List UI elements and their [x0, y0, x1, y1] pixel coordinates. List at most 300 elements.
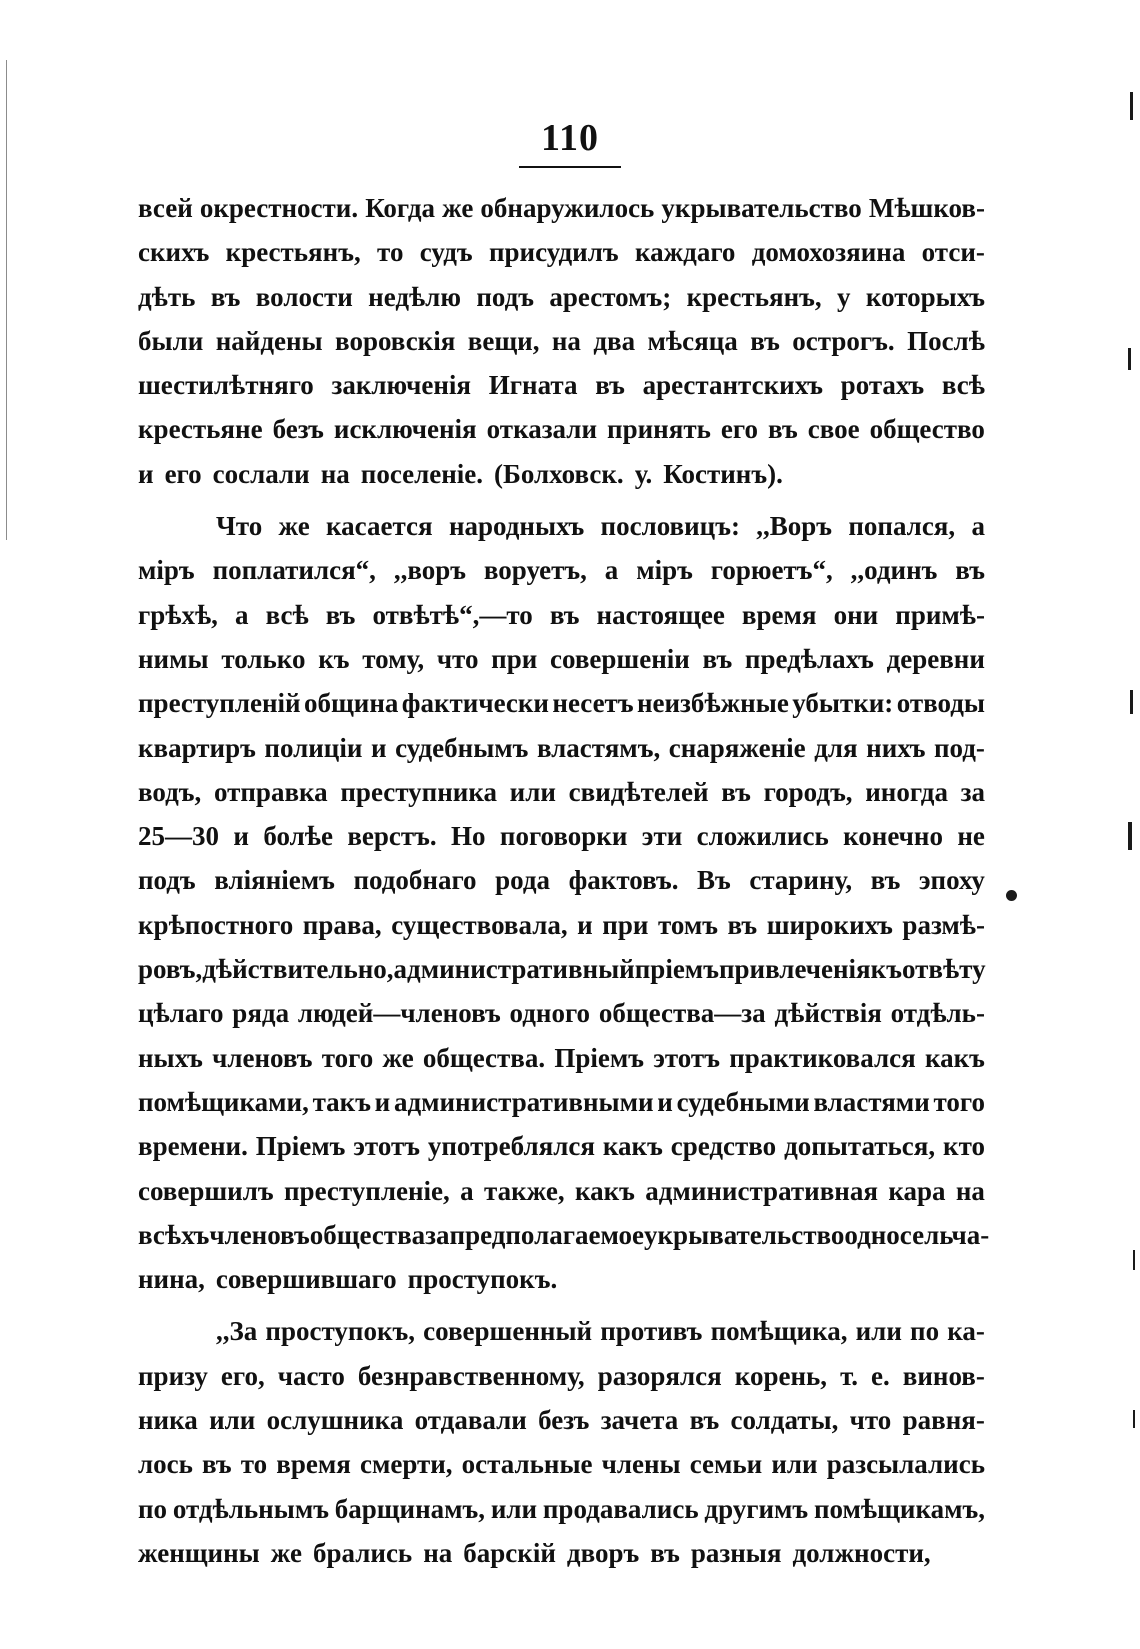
page-header [0, 118, 1140, 168]
text-line [138, 770, 985, 814]
text-line [138, 1257, 985, 1301]
word: и [370, 732, 387, 763]
word: вліяніемъ [214, 865, 335, 896]
word: заключенія [331, 370, 472, 401]
word: и [374, 1086, 391, 1117]
body-text [138, 186, 990, 1575]
word: преступленій [138, 688, 301, 719]
word: также, [483, 1175, 565, 1206]
text-line [138, 186, 985, 230]
word: или [490, 1493, 538, 1524]
word: по [138, 1493, 168, 1524]
word: того [933, 1086, 985, 1117]
word: нихъ [866, 732, 926, 763]
word: община [303, 688, 399, 719]
word: винов- [902, 1360, 985, 1391]
word: каждаго [634, 237, 736, 268]
word: ника [138, 1405, 198, 1436]
word: или [509, 776, 556, 807]
word: т. [840, 1360, 859, 1391]
word: дѣйствительно, [202, 954, 394, 985]
word: на [551, 325, 581, 356]
word: въ [727, 909, 758, 940]
word: въ [702, 643, 733, 674]
text-line [138, 230, 985, 274]
word: свое [807, 414, 860, 445]
text-line [138, 275, 985, 319]
word: или [855, 1316, 902, 1347]
word: а [971, 511, 985, 542]
right-margin-mark [1130, 690, 1133, 714]
word: всѣхъ [138, 1219, 210, 1250]
word: судебными [676, 1086, 810, 1117]
text-line [138, 858, 985, 902]
word: свидѣтелей [568, 776, 709, 807]
word: что [849, 1405, 892, 1436]
word: 25—30 [138, 821, 219, 852]
word: домохозяина [751, 237, 906, 268]
text-line [138, 1036, 985, 1080]
word: примѣ- [895, 599, 985, 630]
text-line [138, 319, 985, 363]
word: мѣсяца [647, 325, 738, 356]
word: и [577, 909, 593, 940]
text-line [138, 1398, 985, 1442]
word: административными [393, 1086, 654, 1117]
word: воровскія [335, 325, 456, 356]
word: этотъ [353, 1131, 420, 1162]
word: права, [302, 909, 382, 940]
word: всѣ [941, 370, 985, 401]
word: скихъ [138, 237, 210, 268]
word: народныхъ [448, 511, 585, 542]
word: одного [509, 998, 591, 1029]
word: семьи [689, 1449, 763, 1480]
word: несетъ [552, 688, 634, 719]
word: исключенія [333, 414, 477, 445]
word: часто [277, 1360, 345, 1391]
word: въ [955, 555, 985, 586]
word: фактовъ. [568, 865, 679, 896]
word: для [814, 732, 858, 763]
text-line [138, 1213, 990, 1257]
word: волости [255, 281, 353, 312]
word: проступокъ. [407, 1264, 558, 1295]
word: время [741, 599, 817, 630]
word: ,,За [216, 1316, 258, 1347]
text-line [138, 1169, 985, 1213]
word: при [602, 909, 649, 940]
word: то [240, 1449, 268, 1480]
word: въ [325, 599, 356, 630]
word: разсылались [826, 1449, 985, 1480]
word: (Болховск. [494, 458, 624, 489]
word: размѣ- [902, 909, 985, 940]
word: поплатился“, [212, 555, 376, 586]
word: нимы [138, 643, 209, 674]
word: деревни [886, 643, 985, 674]
word: отси- [921, 237, 985, 268]
word: въ [549, 599, 580, 630]
word: отказали [486, 414, 598, 445]
word: нина, [138, 1264, 205, 1295]
word: были [138, 325, 204, 356]
text-line [138, 1531, 985, 1575]
word: общества—за [598, 998, 766, 1029]
word: въ [650, 1537, 680, 1568]
word: городъ, [763, 776, 853, 807]
text-line [138, 947, 985, 991]
word: же [278, 511, 310, 542]
text-line [138, 407, 985, 451]
word: Послѣ [907, 325, 985, 356]
word: обнаружилось [480, 193, 655, 223]
word: властямъ, [536, 732, 661, 763]
word: барщинамъ, [334, 1493, 486, 1524]
word: крѣпостного [138, 909, 294, 940]
word: острогъ. [792, 325, 895, 356]
word: сослали [212, 458, 310, 489]
word: остальные [461, 1449, 593, 1480]
word: средство [670, 1131, 777, 1162]
word: общества. [422, 1042, 546, 1073]
word: предполагаемое [449, 1219, 644, 1250]
word: попался, [848, 511, 956, 542]
word: дѣть [138, 281, 196, 312]
word: два [593, 325, 636, 356]
word: не [957, 821, 985, 852]
word: въ [595, 370, 625, 401]
word: въ [210, 281, 241, 312]
word: въ [768, 414, 798, 445]
text-line [138, 1354, 985, 1398]
word: а [604, 555, 619, 586]
word: отдѣльнымъ [172, 1493, 329, 1524]
word: укрывательство [644, 1219, 845, 1250]
word: неизбѣжные [636, 688, 789, 719]
word: какъ [602, 1131, 663, 1162]
word: при [491, 643, 538, 674]
word: что [436, 643, 479, 674]
word: водъ, [138, 776, 202, 807]
word: а [460, 1175, 474, 1206]
word: властями [813, 1086, 930, 1117]
word: существовала, [391, 909, 568, 940]
word: людей—членовъ [297, 998, 501, 1029]
paragraph [138, 504, 990, 1301]
word: безнравственному, [357, 1360, 585, 1391]
word: продавались [542, 1493, 699, 1524]
text-line [138, 1080, 985, 1124]
word: рода [495, 865, 551, 896]
word: Когда [365, 193, 436, 223]
word: къ [870, 954, 902, 985]
word: кто [943, 1131, 985, 1162]
right-margin-mark [1133, 1250, 1135, 1270]
word: въ [870, 865, 901, 896]
word: принять [607, 414, 711, 445]
word: членовъ [209, 1219, 310, 1250]
word: судебнымъ [395, 732, 529, 763]
word: такъ [312, 1086, 371, 1117]
word: под- [934, 732, 985, 763]
text-line [138, 726, 985, 770]
word: снаряженіе [668, 732, 806, 763]
word: административная [645, 1175, 878, 1206]
word: какъ [924, 1042, 985, 1073]
text-line [138, 1487, 985, 1531]
word: на [423, 1537, 453, 1568]
word: Что [216, 511, 263, 542]
word: пословицъ: [600, 511, 740, 542]
word: противъ [600, 1316, 703, 1347]
word: отдавали [414, 1405, 527, 1436]
word: ка- [947, 1316, 985, 1347]
word: его [164, 458, 202, 489]
word: практиковался [729, 1042, 916, 1073]
word: у [837, 281, 851, 312]
word: употреблялся [427, 1131, 595, 1162]
word: преступника [340, 776, 497, 807]
word: его, [220, 1360, 265, 1391]
right-margin-dot [1006, 890, 1017, 901]
word: горюетъ“, [710, 555, 833, 586]
word: Пріемъ [554, 1042, 644, 1073]
word: поселеніе. [360, 458, 484, 489]
paragraph [138, 1309, 985, 1575]
word: Но [451, 821, 486, 852]
word: вещи, [467, 325, 540, 356]
word: е. [871, 1360, 890, 1391]
word: они [833, 599, 879, 630]
word: конечно [843, 821, 943, 852]
word: его [720, 414, 758, 445]
word: призу [138, 1360, 208, 1391]
right-margin-mark [1128, 348, 1131, 370]
word: подъ [138, 865, 196, 896]
word: безъ [272, 414, 324, 445]
word: лось [138, 1449, 193, 1480]
word: укрывательство [661, 193, 862, 223]
word: разныя [690, 1537, 782, 1568]
page-number: 110 [541, 117, 599, 159]
word: административный [393, 954, 635, 985]
text-line [138, 1124, 985, 1168]
word: всѣ [265, 599, 309, 630]
word: старину, [749, 865, 853, 896]
word: помѣщика, [710, 1316, 848, 1347]
paragraph [138, 186, 985, 496]
word: окрестности. [199, 193, 359, 223]
word: только [221, 643, 306, 674]
word: за [960, 776, 985, 807]
word: на [320, 458, 350, 489]
word: смерти, [359, 1449, 453, 1480]
word: ротахъ [840, 370, 925, 401]
word: ,,воръ [393, 555, 466, 586]
word: члены [601, 1449, 681, 1480]
word: и [233, 821, 249, 852]
right-margin-mark [1128, 822, 1132, 850]
word: отправка [213, 776, 328, 807]
word: цѣлаго [138, 998, 224, 1029]
word: же [442, 193, 474, 223]
word: должности, [792, 1537, 931, 1568]
right-margin-mark [1130, 92, 1133, 120]
word: отвѣту [901, 954, 986, 985]
word: ослушника [266, 1405, 404, 1436]
text-line [138, 1442, 985, 1486]
word: арестантскихъ [642, 370, 823, 401]
word: то [377, 237, 404, 268]
word: брались [312, 1537, 413, 1568]
word: которыхъ [865, 281, 985, 312]
word: эти [641, 821, 683, 852]
word: иногда [865, 776, 948, 807]
text-line [138, 991, 985, 1035]
word: равня- [902, 1405, 985, 1436]
word: Костинъ). [663, 458, 783, 489]
word: разорялся [597, 1360, 722, 1391]
word: кара [888, 1175, 946, 1206]
word: въ [721, 776, 751, 807]
word: времени. [138, 1131, 248, 1162]
word: предѣлахъ [744, 643, 874, 674]
text-line [138, 504, 985, 548]
text-line [138, 593, 985, 637]
word: и [657, 1086, 673, 1117]
word: воруетъ, [483, 555, 587, 586]
text-line [138, 363, 985, 407]
word: отводы [896, 688, 985, 719]
word: томъ [657, 909, 718, 940]
word: корень, [734, 1360, 828, 1391]
word: совершенный [423, 1316, 593, 1347]
word: Игната [488, 370, 578, 401]
word: грѣхѣ, [138, 599, 218, 630]
word: Мѣшков- [868, 193, 985, 223]
text-line [138, 1309, 985, 1353]
word: въ [689, 1405, 720, 1436]
word: помѣщикамъ, [813, 1493, 985, 1524]
word: безъ [538, 1405, 590, 1436]
word: присудилъ [488, 237, 619, 268]
word: касается [326, 511, 433, 542]
word: тому, [362, 643, 425, 674]
word: отдѣль- [890, 998, 985, 1029]
word: зачета [600, 1405, 679, 1436]
word: крестьяне [138, 414, 263, 445]
word: какъ [574, 1175, 635, 1206]
text-line [138, 548, 985, 592]
word: преступленіе, [284, 1175, 450, 1206]
word: у. [634, 458, 653, 489]
word: крестьянъ, [686, 281, 822, 312]
word: этотъ [653, 1042, 720, 1073]
word: женщины [138, 1537, 260, 1568]
word: эпоху [918, 865, 985, 896]
word: совершившаго [215, 1264, 397, 1295]
word: найдены [215, 325, 323, 356]
word: по [910, 1316, 940, 1347]
word: міръ [138, 555, 195, 586]
right-margin-mark [1133, 1410, 1135, 1428]
word: поговорки [499, 821, 628, 852]
word: время [276, 1449, 351, 1480]
word: полиціи [264, 732, 363, 763]
word: дворъ [566, 1537, 640, 1568]
word: фактически [401, 688, 549, 719]
word: или [209, 1405, 256, 1436]
word: совершеніи [550, 643, 690, 674]
word: къ [318, 643, 350, 674]
word: недѣлю [368, 281, 461, 312]
word: ныхъ [138, 1042, 203, 1073]
header-rule [519, 166, 621, 168]
word: судъ [419, 237, 473, 268]
word: отвѣтѣ“,—то [372, 599, 533, 630]
word: совершилъ [138, 1175, 274, 1206]
word: членовъ [212, 1042, 313, 1073]
word: общества [309, 1219, 426, 1250]
text-line [138, 814, 985, 858]
text-line [138, 681, 985, 725]
text-line [138, 903, 985, 947]
word: общество [869, 414, 985, 445]
word: и [138, 458, 154, 489]
word: на [955, 1175, 985, 1206]
word: Въ [697, 865, 731, 896]
word: сложились [696, 821, 829, 852]
word: арестомъ; [549, 281, 672, 312]
word: верстъ. [347, 821, 437, 852]
word: проступокъ, [265, 1316, 415, 1347]
word: привлеченія [718, 954, 871, 985]
word: въ [202, 1449, 232, 1480]
word: убытки: [792, 688, 894, 719]
word: дѣйствія [774, 998, 882, 1029]
word: ,,Воръ [756, 511, 833, 542]
word: настоящее [596, 599, 725, 630]
word: другимъ [704, 1493, 809, 1524]
word: шестилѣтняго [138, 370, 314, 401]
word: въ [750, 325, 780, 356]
word: болѣе [263, 821, 333, 852]
word: солдаты, [730, 1405, 839, 1436]
word: подобнаго [353, 865, 477, 896]
word: міръ [636, 555, 693, 586]
word: барскій [463, 1537, 556, 1568]
word: или [771, 1449, 818, 1480]
word: ряда [232, 998, 290, 1029]
word: помѣщиками, [138, 1086, 309, 1117]
word: Пріемъ [255, 1131, 346, 1162]
word: же [382, 1042, 414, 1073]
word: крестьянъ, [225, 237, 361, 268]
text-line [138, 452, 985, 496]
word: односельча- [844, 1219, 990, 1250]
word: ,,одинъ [850, 555, 938, 586]
word: ровъ, [138, 954, 203, 985]
text-line [138, 637, 985, 681]
word: за [425, 1219, 450, 1250]
word: широкихъ [766, 909, 893, 940]
word: а [235, 599, 249, 630]
word: подъ [476, 281, 535, 312]
word: всей [138, 193, 193, 223]
word: допытаться, [784, 1131, 936, 1162]
word: же [270, 1537, 302, 1568]
